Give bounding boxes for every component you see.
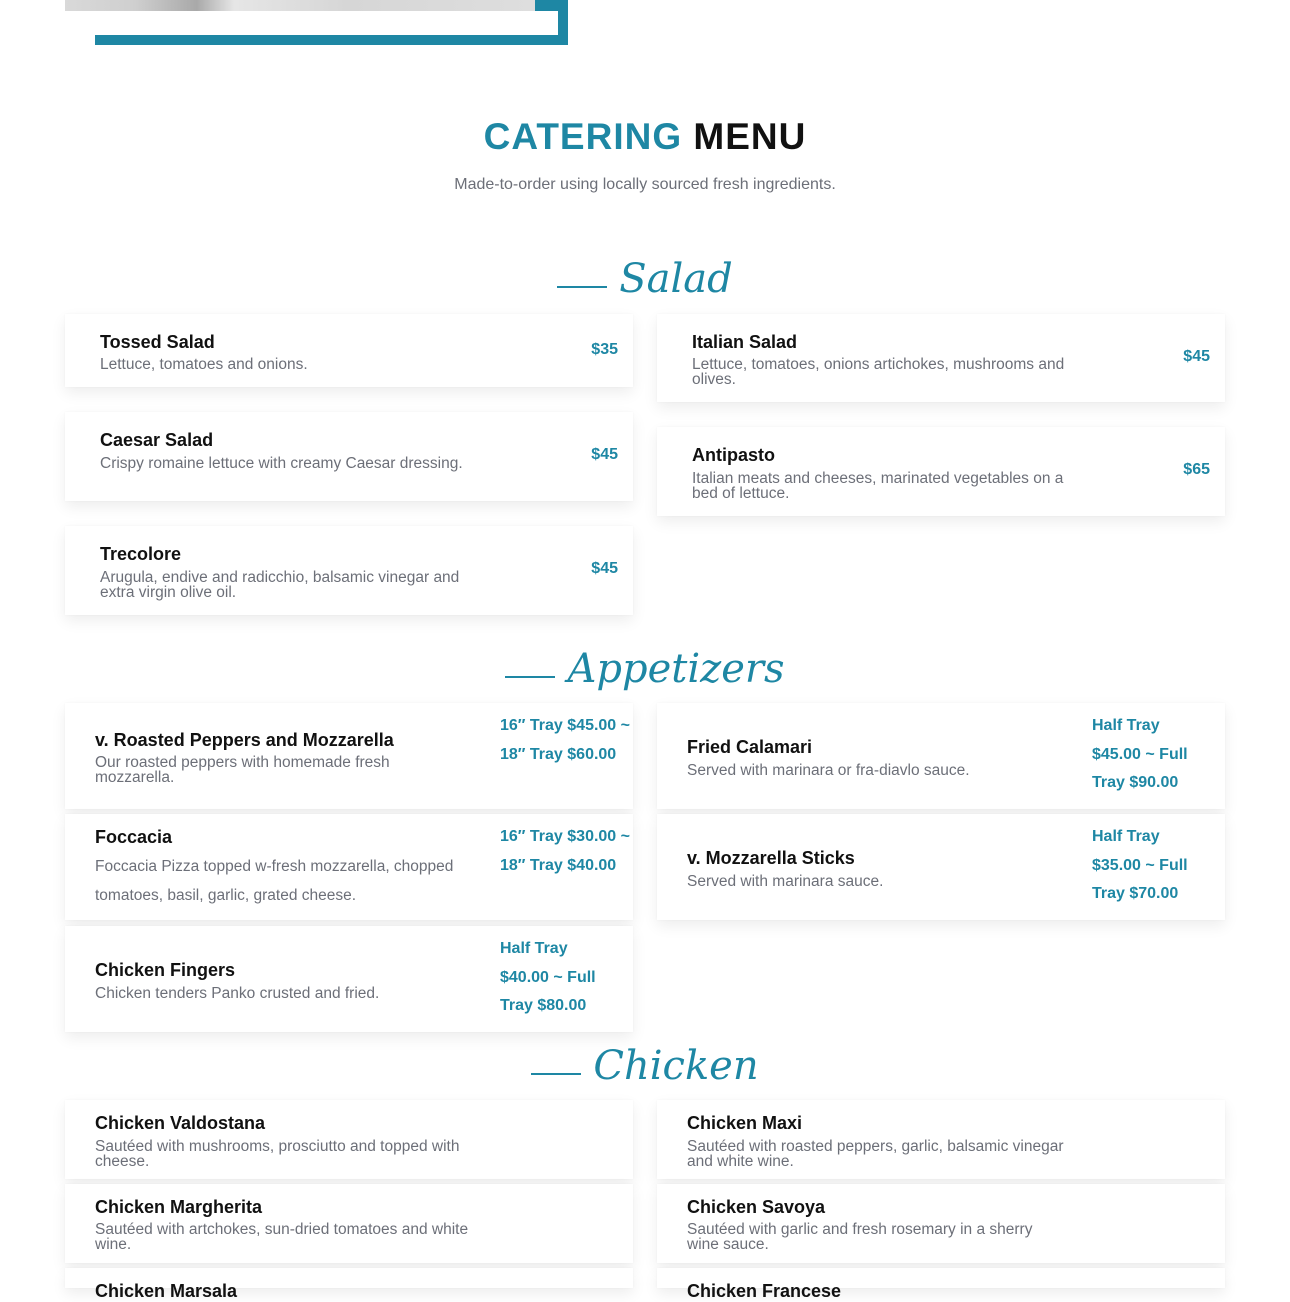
item-description: Lettuce, tomatoes, onions artichokes, mushrooms and olives. [692, 356, 1065, 388]
item-name: Chicken Fingers [95, 960, 236, 980]
heading-rule [505, 676, 555, 678]
item-name: Antipasto [692, 445, 775, 465]
item-name: Chicken Savoya [687, 1197, 826, 1217]
menu-item-roasted-peppers-mozzarella [65, 703, 633, 809]
item-description: Sautéed with artchokes, sun-dried tomatoes and white wine. [95, 1221, 469, 1253]
item-name: Trecolore [100, 544, 182, 564]
heading-rule [557, 286, 607, 288]
section-heading-salad [0, 256, 1290, 302]
item-description: Chicken tenders Panko crusted and fried. [95, 985, 380, 1002]
section-title: Salad [619, 256, 733, 302]
item-description: Foccacia Pizza topped w-fresh mozzarella, chopped tomatoes, basil, garlic, grated cheese. [95, 858, 454, 904]
item-price: $45 [591, 560, 618, 577]
item-description: Sautéed with garlic and fresh rosemary in a sherry wine sauce. [687, 1221, 1033, 1253]
hero-image-frame-gap [95, 11, 558, 35]
item-name: Chicken Valdostana [95, 1113, 266, 1133]
item-name: Tossed Salad [100, 332, 215, 352]
item-description: Served with marinara or fra-diavlo sauce. [687, 762, 970, 779]
item-price: Half Tray $35.00 ~ Full Tray $70.00 [1092, 828, 1188, 902]
item-price: $35 [591, 341, 618, 358]
item-description: Sautéed with mushrooms, prosciutto and topped with cheese. [95, 1138, 460, 1170]
item-price: $45 [1183, 348, 1210, 365]
menu-item-antipasto [657, 427, 1225, 516]
menu-item-chicken-maxi [657, 1100, 1225, 1179]
menu-item-tossed-salad [65, 314, 633, 387]
menu-item-foccacia [65, 814, 633, 920]
heading-rule [531, 1073, 581, 1075]
item-name: Chicken Margherita [95, 1197, 263, 1217]
item-description: Arugula, endive and radicchio, balsamic vinegar and extra virgin olive oil. [100, 569, 460, 601]
menu-item-chicken-marsala [65, 1268, 633, 1301]
item-name: Caesar Salad [100, 430, 214, 450]
hero-photo [65, 0, 535, 11]
menu-item-chicken-valdostana [65, 1100, 633, 1179]
item-name: Chicken Marsala [95, 1281, 238, 1301]
page-subtitle: Made-to-order using locally sourced fresh ingredients. [454, 176, 836, 193]
menu-item-mozzarella-sticks [657, 814, 1225, 920]
item-name: Chicken Francese [687, 1281, 842, 1301]
item-description: Our roasted peppers with homemade fresh mozzarella. [95, 754, 390, 786]
menu-item-caesar-salad [65, 412, 633, 501]
menu-item-italian-salad [657, 314, 1225, 402]
item-price: 16″ Tray $45.00 ~ 18″ Tray $60.00 [500, 717, 630, 763]
menu-item-chicken-margherita [65, 1184, 633, 1263]
item-description: Sautéed with roasted peppers, garlic, balsamic vinegar and white wine. [687, 1138, 1064, 1170]
item-name: v. Roasted Peppers and Mozzarella [95, 730, 394, 750]
item-price: 16″ Tray $30.00 ~ 18″ Tray $40.00 [500, 828, 630, 874]
item-price: $45 [591, 446, 618, 463]
item-name: Foccacia [95, 827, 173, 847]
item-price: $65 [1183, 461, 1210, 478]
section-heading-chicken [0, 1043, 1290, 1089]
item-description: Served with marinara sauce. [687, 873, 884, 890]
section-heading-appetizers [0, 646, 1290, 692]
section-title: Appetizers [567, 646, 785, 692]
item-price: Half Tray $40.00 ~ Full Tray $80.00 [500, 940, 596, 1014]
item-description: Italian meats and cheeses, marinated vegetables on a bed of lettuce. [692, 470, 1064, 502]
menu-item-trecolore [65, 526, 633, 615]
item-name: Italian Salad [692, 332, 798, 352]
page-title-rest: MENU [693, 116, 807, 157]
menu-item-chicken-savoya [657, 1184, 1225, 1263]
item-price: Half Tray $45.00 ~ Full Tray $90.00 [1092, 717, 1188, 791]
page-title [0, 116, 1290, 158]
section-title: Chicken [593, 1043, 759, 1089]
item-description: Lettuce, tomatoes and onions. [100, 356, 308, 373]
menu-item-fried-calamari [657, 703, 1225, 809]
menu-item-chicken-francese [657, 1268, 1225, 1301]
item-name: Fried Calamari [687, 737, 813, 757]
item-name: v. Mozzarella Sticks [687, 848, 855, 868]
item-description: Crispy romaine lettuce with creamy Caesar dressing. [100, 455, 463, 472]
page-title-highlight: CATERING [483, 116, 683, 157]
menu-item-chicken-fingers [65, 926, 633, 1032]
item-name: Chicken Maxi [687, 1113, 803, 1133]
